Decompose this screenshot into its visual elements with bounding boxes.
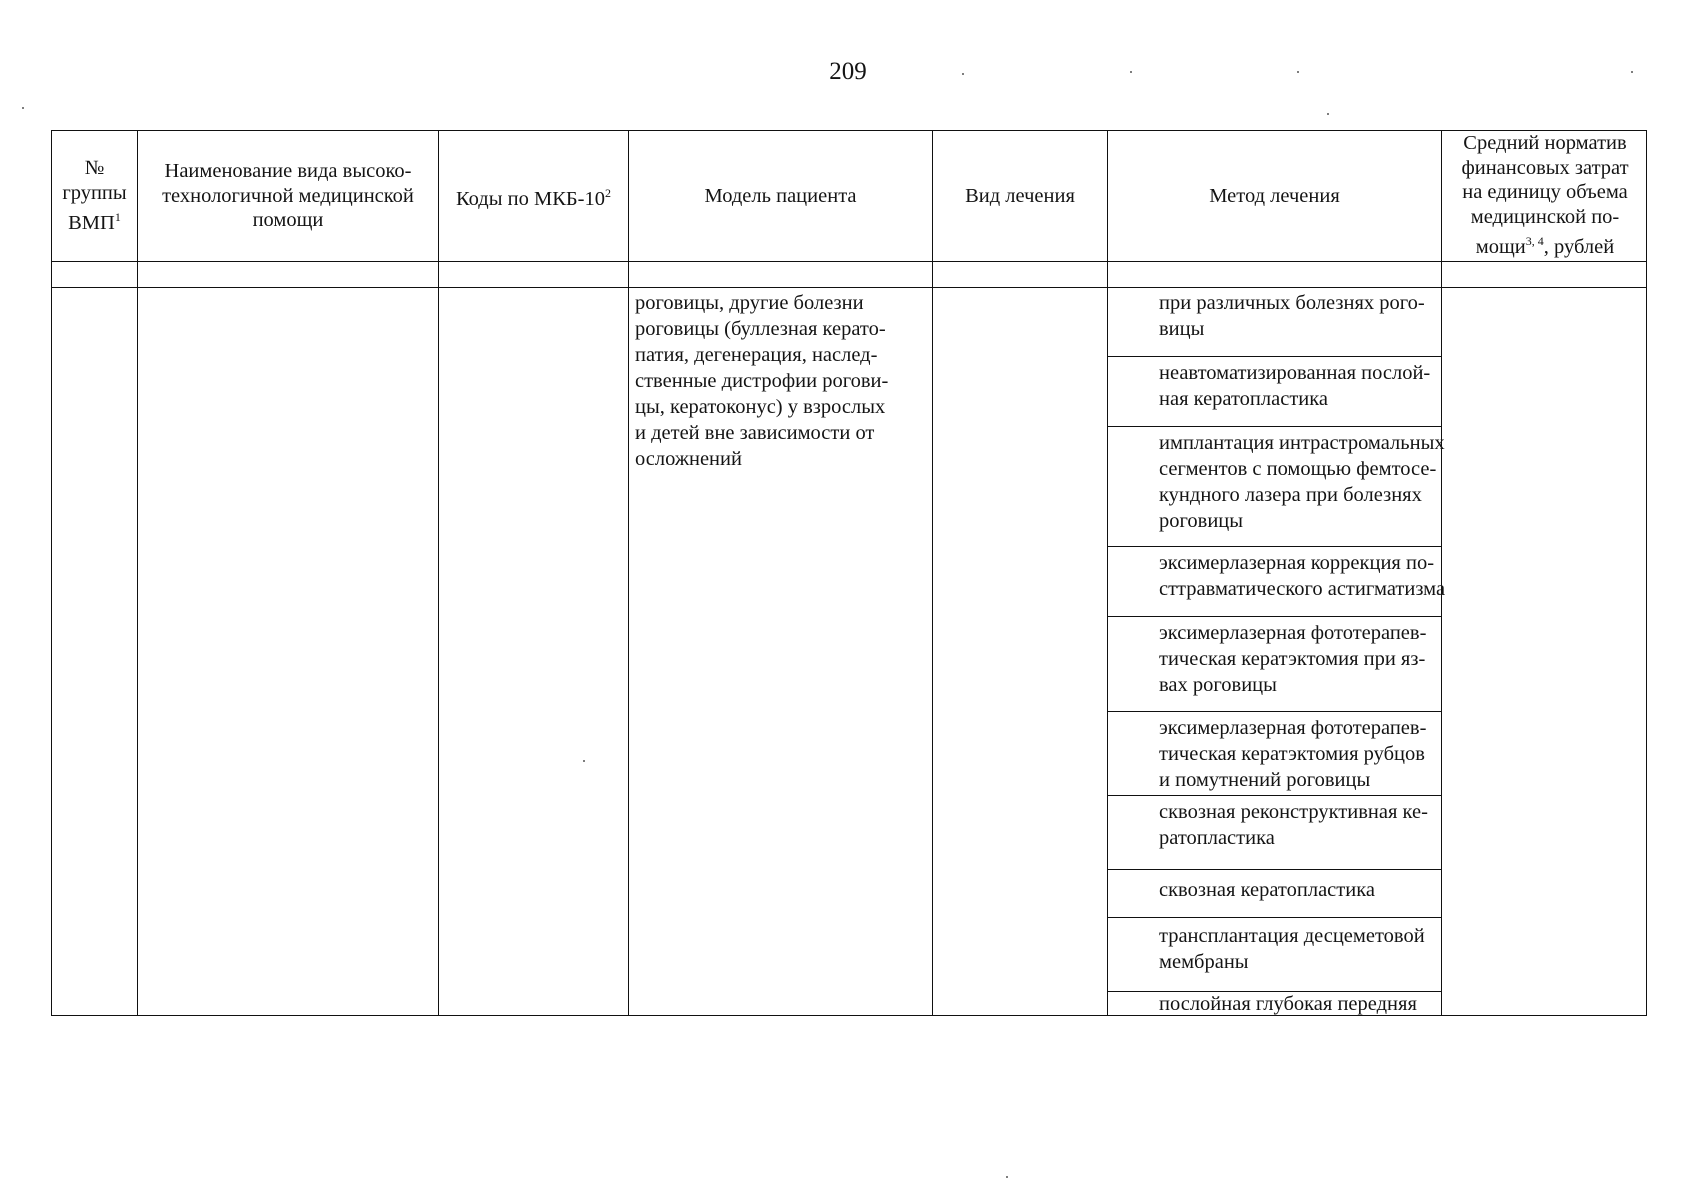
method-divider bbox=[1107, 711, 1441, 712]
method-line: кундного лазера при болезнях bbox=[1159, 484, 1422, 506]
method-line: послойная глубокая передняя bbox=[1159, 993, 1417, 1015]
method-line: роговицы bbox=[1159, 510, 1244, 532]
scan-speck bbox=[1327, 113, 1329, 115]
scan-speck bbox=[583, 760, 585, 762]
method-line: сквозная кератопластика bbox=[1159, 879, 1375, 901]
patient-model-line: роговицы (буллезная керато- bbox=[635, 318, 886, 340]
method-line: ратопластика bbox=[1159, 827, 1275, 849]
column-divider bbox=[1107, 131, 1108, 1015]
method-line: вицы bbox=[1159, 318, 1205, 340]
header-financial-standard: Средний норматив финансовых затрат на единицу объема медицинской по- мощи$^{3, 4}$, рублей bbox=[1461, 132, 1629, 258]
header-treatment-type: Вид лечения bbox=[965, 184, 1075, 207]
method-line: тическая кератэктомия рубцов bbox=[1159, 743, 1425, 765]
method-divider bbox=[1107, 426, 1441, 427]
method-line: неавтоматизированная послой- bbox=[1159, 362, 1431, 384]
column-divider bbox=[137, 131, 138, 1015]
scan-speck bbox=[1006, 1176, 1008, 1178]
method-divider bbox=[1107, 356, 1441, 357]
column-divider bbox=[438, 131, 439, 1015]
method-divider bbox=[1107, 546, 1441, 547]
scan-speck bbox=[1631, 71, 1633, 73]
method-line: сттравматического астигматизма bbox=[1159, 578, 1446, 600]
patient-model-line: патия, дегенерация, наслед- bbox=[635, 344, 878, 366]
method-line: мембраны bbox=[1159, 951, 1249, 973]
method-line: эксимерлазерная коррекция по- bbox=[1159, 552, 1435, 574]
scan-speck bbox=[1297, 71, 1299, 73]
method-line: эксимерлазерная фототерапев- bbox=[1159, 717, 1427, 739]
method-line: при различных болезнях рого- bbox=[1159, 292, 1425, 314]
method-divider bbox=[1107, 869, 1441, 870]
header-divider bbox=[52, 261, 1646, 262]
method-line: и помутнений роговицы bbox=[1159, 769, 1371, 791]
method-divider bbox=[1107, 917, 1441, 918]
patient-model-line: цы, кератоконус) у взрослых bbox=[635, 396, 886, 418]
method-line: сегментов с помощью фемтосе- bbox=[1159, 458, 1437, 480]
method-divider bbox=[1107, 616, 1441, 617]
column-divider bbox=[932, 131, 933, 1015]
header-patient-model: Модель пациента bbox=[704, 184, 857, 207]
method-line: ная кератопластика bbox=[1159, 388, 1329, 410]
patient-model-line: и детей вне зависимости от bbox=[635, 422, 875, 444]
page-number: 209 bbox=[829, 58, 867, 85]
patient-model-line: ственные дистрофии рогови- bbox=[635, 370, 889, 392]
patient-model-line: осложнений bbox=[635, 448, 742, 470]
scan-speck bbox=[22, 107, 24, 109]
patient-model-line: роговицы, другие болезни bbox=[635, 292, 864, 314]
method-line: имплантация интрастромальных bbox=[1159, 432, 1445, 454]
header-icd-codes: Коды по МКБ-$10^2$ bbox=[456, 185, 611, 210]
numbering-row-divider bbox=[52, 287, 1646, 288]
method-line: эксимерлазерная фототерапев- bbox=[1159, 622, 1427, 644]
method-line: сквозная реконструктивная ке- bbox=[1159, 801, 1428, 823]
method-line: трансплантация десцеметовой bbox=[1159, 925, 1425, 947]
method-line: вах роговицы bbox=[1159, 674, 1277, 696]
scan-speck bbox=[962, 73, 964, 75]
column-divider bbox=[628, 131, 629, 1015]
scan-speck bbox=[1130, 71, 1132, 73]
data-table bbox=[51, 130, 1647, 1016]
method-line: тическая кератэктомия при яз- bbox=[1159, 648, 1426, 670]
header-care-type-name: Наименование вида высоко- технологичной медицинской помощи bbox=[162, 160, 414, 232]
header-treatment-method: Метод лечения bbox=[1209, 184, 1340, 207]
column-divider bbox=[1441, 131, 1442, 1015]
header-group-number: № группы ВМП$^1$ bbox=[62, 157, 127, 235]
method-divider bbox=[1107, 795, 1441, 796]
